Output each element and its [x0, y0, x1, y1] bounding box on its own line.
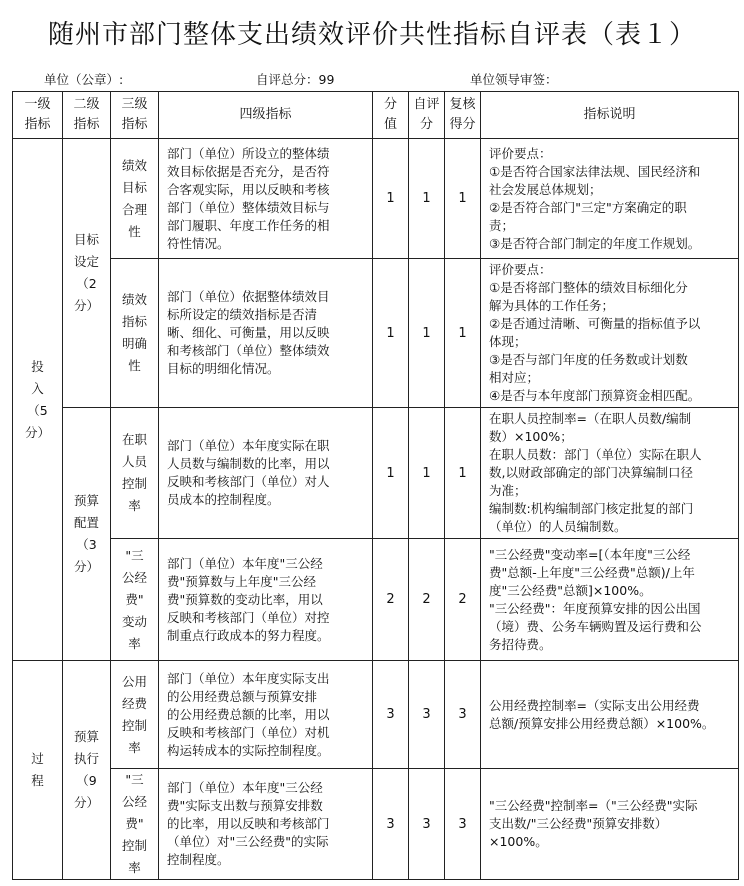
- leader-signoff-label: 单位领导审签：: [470, 72, 558, 87]
- level3-cell: 公用 经费 控制 率: [111, 661, 159, 769]
- score-cell: 1: [373, 259, 409, 408]
- table-row: [13, 539, 739, 661]
- review-score-cell: 1: [445, 408, 481, 539]
- review-score-cell: 1: [445, 139, 481, 259]
- table-row: [13, 259, 739, 408]
- header-level2: 二级 指标: [63, 92, 111, 139]
- description-cell: "三公经费"变动率=[（本年度"三公经 费"总额-上年度"三公经费"总额)/上年 度"三公经费"总额]×100%。 "三公经费"：年度预算安排的因公出国 （境）费、公务车辆购置及运行费和公 务招待费。: [481, 539, 739, 661]
- table-row: [13, 661, 739, 769]
- header-level4: 四级指标: [159, 92, 373, 139]
- level4-cell: 部门（单位）本年度"三公经 费"预算数与上年度"三公经 费"预算数的变动比率，用以 反映和考核部门（单位）对控 制重点行政成本的努力程度。: [159, 539, 373, 661]
- header-level3: 三级 指标: [111, 92, 159, 139]
- subgroup-budget-allocation: 预算 配置 （3 分）: [63, 408, 111, 661]
- level4-cell: 部门（单位）依据整体绩效目 标所设定的绩效指标是否清 晰、细化、可衡量，用以反映 和考核部门（单位）整体绩效 目标的明细化情况。: [159, 259, 373, 408]
- table-row: [13, 139, 739, 259]
- score-cell: 3: [373, 661, 409, 769]
- header-self-score: 自评 分: [409, 92, 445, 139]
- self-score-cell: 1: [409, 139, 445, 259]
- score-cell: 1: [373, 139, 409, 259]
- level3-cell: 绩效 指标 明确 性: [111, 259, 159, 408]
- description-cell: 在职人员控制率=（在职人员数/编制 数）×100%； 在职人员数：部门（单位）实际在职人 数,以财政部确定的部门决算编制口径 为准； 编制数:机构编制部门核定批复的部门 （单位）的人员编制数。: [481, 408, 739, 539]
- level3-cell: 绩效 目标 合理 性: [111, 139, 159, 259]
- level3-cell: 在职 人员 控制 率: [111, 408, 159, 539]
- subgroup-budget-execution: 预算 执行 （9 分）: [63, 661, 111, 880]
- table-row: [13, 769, 739, 880]
- subgroup-target: 目标 设定 （2 分）: [63, 139, 111, 408]
- header-score: 分 值: [373, 92, 409, 139]
- level4-cell: 部门（单位）所设立的整体绩 效目标依据是否充分，是否符 合客观实际，用以反映和考核 部门（单位）整体绩效目标与 部门履职、年度工作任务的相 符性情况。: [159, 139, 373, 259]
- score-cell: 3: [373, 769, 409, 880]
- page-title: 随州市部门整体支出绩效评价共性指标自评表（表１）: [47, 20, 696, 50]
- self-score-cell: 3: [409, 769, 445, 880]
- review-score-cell: 2: [445, 539, 481, 661]
- level4-cell: 部门（单位）本年度实际支出 的公用经费总额与预算安排 的公用经费总额的比率，用以 反映和考核部门（单位）对机 构运转成本的实际控制程度。: [159, 661, 373, 769]
- header-review-score: 复核 得分: [445, 92, 481, 139]
- review-score-cell: 3: [445, 769, 481, 880]
- unit-seal-label: 单位（公章）:: [44, 72, 124, 87]
- self-score-cell: 3: [409, 661, 445, 769]
- description-cell: 评价要点： ①是否符合国家法律法规、国民经济和 社会发展总体规划； ②是否符合部门"三定"方案确定的职 责； ③是否符合部门制定的年度工作规划。: [481, 139, 739, 259]
- indicator-table: [12, 91, 739, 880]
- group-input: 投 入 （5 分）: [13, 139, 63, 661]
- header-level1: 一级 指标: [13, 92, 63, 139]
- self-score-cell: 1: [409, 259, 445, 408]
- review-score-cell: 3: [445, 661, 481, 769]
- table-row: [13, 408, 739, 539]
- review-score-cell: 1: [445, 259, 481, 408]
- level3-cell: "三 公经 费" 控制 率: [111, 769, 159, 880]
- score-cell: 2: [373, 539, 409, 661]
- header-description: 指标说明: [481, 92, 739, 139]
- self-score-total: 自评总分：99: [256, 72, 335, 87]
- level4-cell: 部门（单位）本年度实际在职 人员数与编制数的比率，用以 反映和考核部门（单位）对人 员成本的控制程度。: [159, 408, 373, 539]
- header-row: [13, 92, 739, 139]
- description-cell: "三公经费"控制率=（"三公经费"实际 支出数/"三公经费"预算安排数） ×100%。: [481, 769, 739, 880]
- level3-cell: "三 公经 费" 变动 率: [111, 539, 159, 661]
- description-cell: 评价要点： ①是否将部门整体的绩效目标细化分 解为具体的工作任务； ②是否通过清晰、可衡量的指标值予以 体现； ③是否与部门年度的任务数或计划数 相对应； ④是否与本年度部门预算资金相匹配。: [481, 259, 739, 408]
- self-score-cell: 2: [409, 539, 445, 661]
- level4-cell: 部门（单位）本年度"三公经 费"实际支出数与预算安排数 的比率，用以反映和考核部门 （单位）对"三公经费"的实际 控制程度。: [159, 769, 373, 880]
- group-process: 过 程: [13, 661, 63, 880]
- description-cell: 公用经费控制率=（实际支出公用经费 总额/预算安排公用经费总额）×100%。: [481, 661, 739, 769]
- self-score-cell: 1: [409, 408, 445, 539]
- score-cell: 1: [373, 408, 409, 539]
